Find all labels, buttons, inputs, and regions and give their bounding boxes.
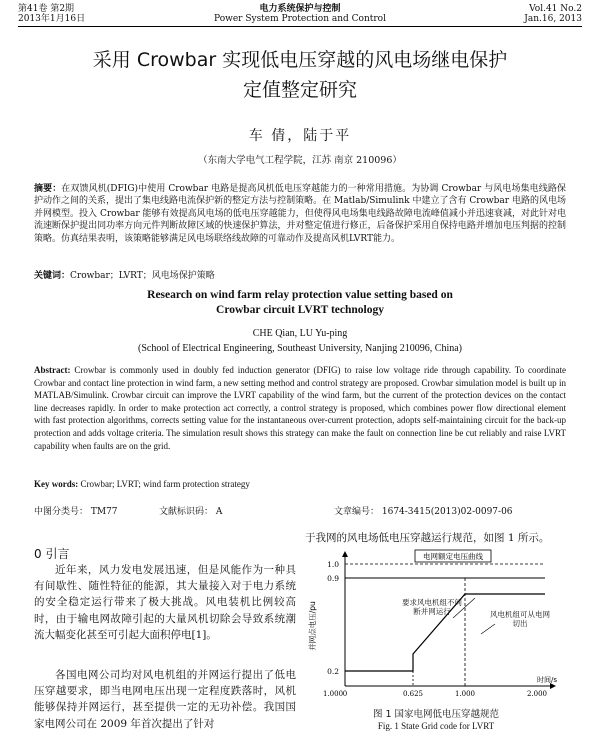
article-number: 文章编号： 1674-3415(2013)02-0097-06 <box>334 507 513 517</box>
x-axis-label: 时间/s <box>536 676 557 684</box>
english-title-line1: Research on wind farm relay protection value setting based on <box>147 289 453 301</box>
paper-authors: 车 倩，陆于平 <box>248 128 352 144</box>
figure-caption-en: Fig. 1 State Grid code for LVRT <box>377 721 495 731</box>
paper-title-line2: 定值整定研究 <box>242 79 357 101</box>
abstract-en <box>34 364 566 452</box>
x-tick-label: 0 <box>342 690 348 698</box>
body-paragraph-1: 近年来，风力发电发展迅速，但是风能作为一种具有间歇性、随性特征的能源，其大量接入对于电力系统的安全稳定运行带来了极大挑战。风电装机比例较高时，由于输电网故障引起的大量风机切除会导致系统潮流大幅变化甚至可引起大面积停电[1]。 <box>34 564 296 641</box>
y-axis-label: 并网点电压/pu <box>308 601 317 651</box>
paper-affiliation: （东南大学电气工程学院，江苏 南京 210096） <box>198 155 402 166</box>
keywords-cn-text: Crowbar；LVRT；风电场保护策略 <box>70 271 215 281</box>
journal-issue: Vol.41 No.2 Jan.16, 2013 <box>524 4 582 24</box>
keywords-en-label: Key words: <box>34 479 79 489</box>
abstract-cn <box>34 183 566 245</box>
english-authors: CHE Qian, LU Yu-ping <box>252 328 348 339</box>
region-stay-label: 要求风电机组不间断并网运行 <box>402 598 462 616</box>
keywords-cn <box>34 270 566 282</box>
clc-number: 中图分类号： TM77 <box>34 507 118 517</box>
x-tick-label: 1.000 <box>323 690 344 698</box>
x-tick-label: 2.000 <box>526 690 548 698</box>
doc-code: 文献标识码： A <box>159 507 223 517</box>
paper-title-line1: 采用 Crowbar 实现低电压穿越的风电场继电保护 <box>92 49 508 71</box>
keywords-en-text: Crowbar; LVRT; wind farm protection strategy <box>80 479 250 489</box>
body-paragraph-right: 于我网的风电场低电压穿越运行规范，如图 1 所示。 <box>305 532 550 544</box>
abstract-cn-label: 摘要： <box>34 184 62 194</box>
abstract-en-label: Abstract: <box>34 365 71 375</box>
x-tick-label: 1.000 <box>454 690 476 698</box>
x-tick-label: 0.625 <box>402 690 424 698</box>
abstract-en-text: Crowbar is commonly used in doubly fed induction generator (DFIG) to raise low voltage ride through capability. To coordinate Crowbar and contact line protection in wind farm, a new setting method and control strategy are proposed. Crowbar simulation model is built up in MATLAB/Simulink. Crowbar circuit can improve the LVRT capability of the wind farm, but the current of the protection devices on the contact line decreases rapidly. In order to make protection act correctly, a control strategy is proposed, which combines power flow directional element with fast protection algorithms, corrects setting value for the instantaneous over-current protection, adopts self-maintaining circuit for the back-up protection and adds voltage criteria. The simulation result shows this strategy can make the fault on connection line be cut reliably and raise LVRT capability when faults are on the grid. <box>34 365 567 451</box>
lvrt-figure <box>305 546 567 702</box>
curve-label: 电网额定电压曲线 <box>423 552 483 561</box>
body-paragraph-2: 各国电网公司均对风电机组的并网运行提出了低电压穿越要求，即当电网电压出现一定程度跌落时，风机能够保持并网运行，甚至提供一定的无功补偿。我国国家电网公司在 2009 年首次提出了针对 <box>34 669 296 730</box>
header-divider <box>18 26 582 27</box>
running-header <box>18 4 582 26</box>
region-trip-label: 风电机组可从电网切出 <box>490 610 550 628</box>
y-tick-label: 0.9 <box>327 574 339 583</box>
y-tick-label: 1.0 <box>327 560 339 569</box>
abstract-cn-text: 在双馈风机(DFIG)中使用 Crowbar 电路是提高风机低电压穿越能力的一种常用措施。为协调 Crowbar 与风电场集电线路保护动作之间的关系，提出了集电线路电流保护新的整定方法与控制策略。在 Matlab/Simulink 中建立了含有 Crowbar 电路的风电场并网模型。投入 Crowbar 能够有效提高风电场的低电压穿越能力，但使得风电场集电线路故障电流峰值减小并迅速衰减，对此针对电流速断保护提出同功率方向元件判断故障区域的快速保护算法，并对整定值进行修正，后备保护采用自保持电路并增加电压判据的控制策略。仿真结果表明，该策略能够满足风电场联络线故障的可靠动作及提高风机LVRT能力。 <box>34 184 566 244</box>
y-tick-label: 0.2 <box>327 667 339 676</box>
keywords-cn-label: 关键词： <box>34 271 71 281</box>
journal-volume: 第41卷 第2期 2013年1月16日 <box>18 4 86 24</box>
figure-caption-cn: 图 1 国家电网低电压穿越规范 <box>372 709 500 720</box>
section-heading: 0 引言 <box>34 547 70 561</box>
journal-name: 电力系统保护与控制 Power System Protection and Control <box>214 4 386 24</box>
english-affiliation: (School of Electrical Engineering, Southeast University, Nanjing 210096, China) <box>137 343 462 354</box>
english-title-line2: Crowbar circuit LVRT technology <box>216 304 384 316</box>
keywords-en <box>34 478 566 490</box>
